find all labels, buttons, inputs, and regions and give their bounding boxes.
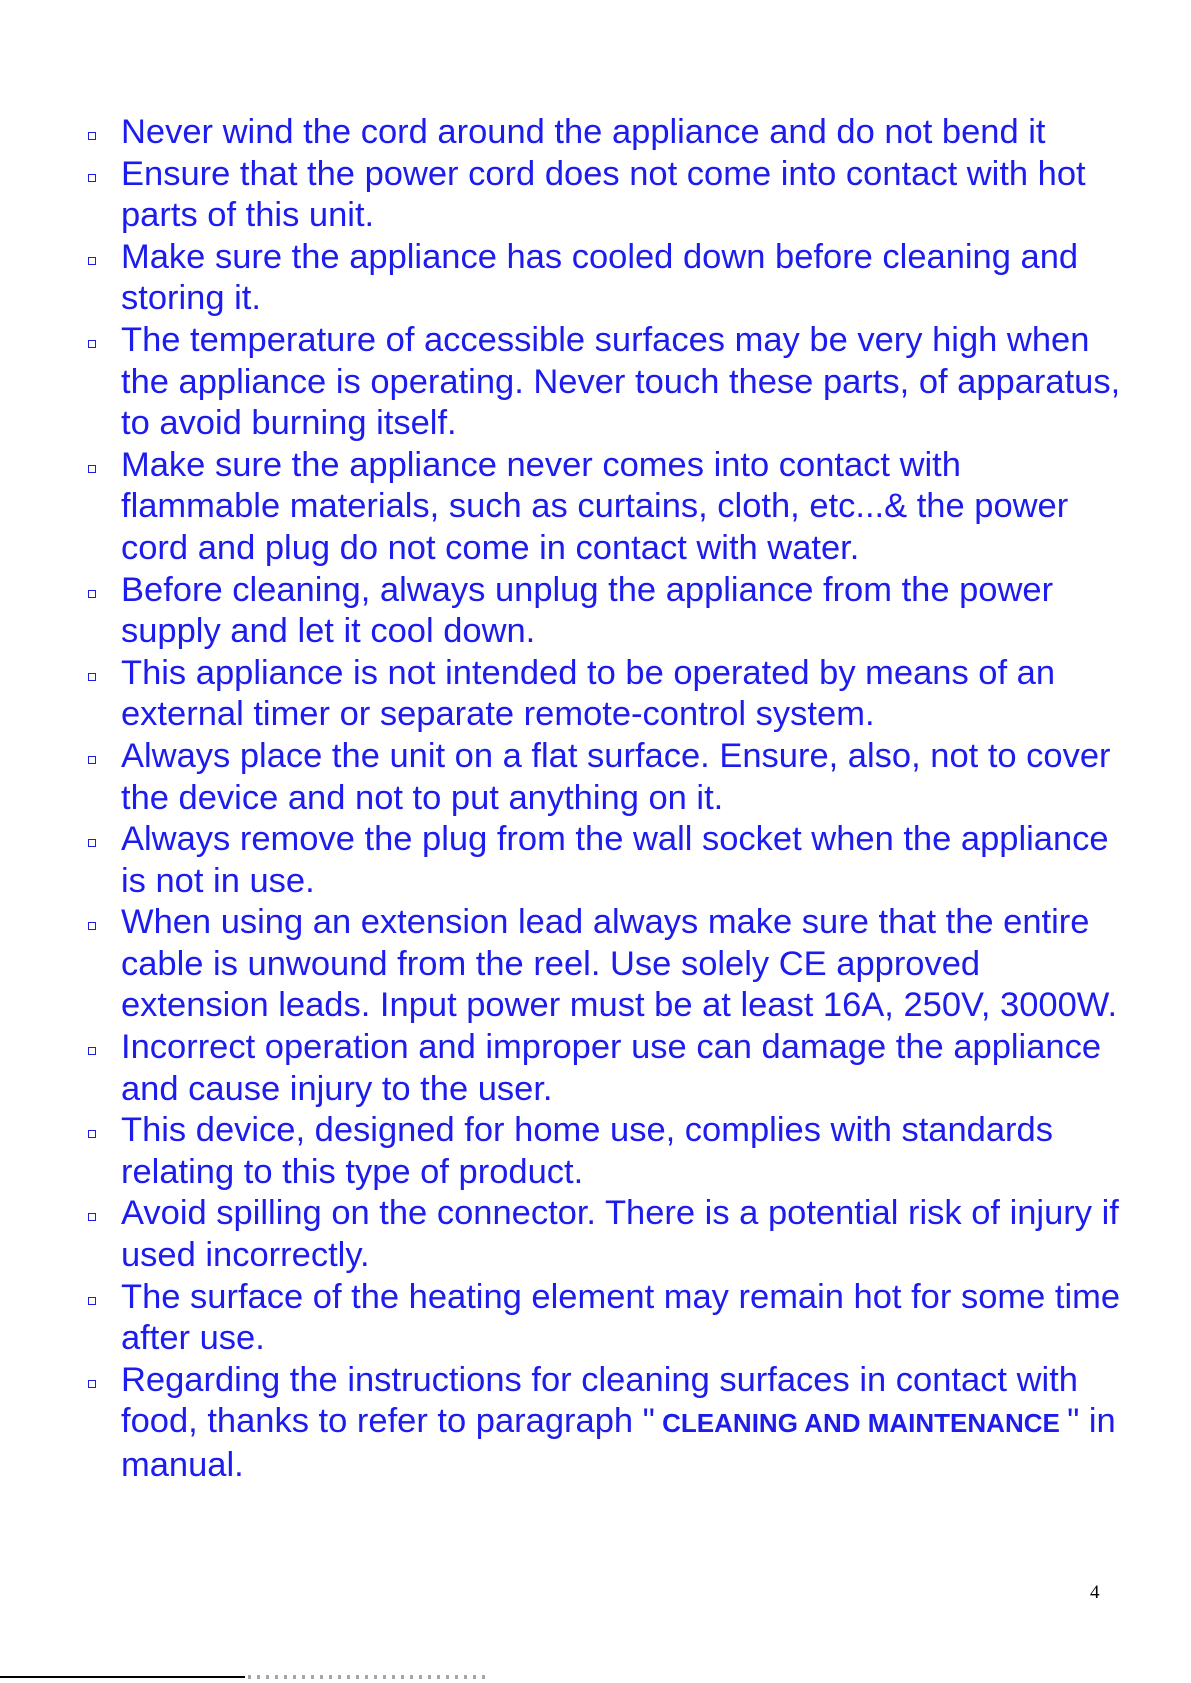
square-bullet-icon (88, 340, 96, 348)
list-item (86, 1027, 1126, 1110)
square-bullet-icon (88, 673, 96, 681)
list-item-cleaning-reference (86, 1360, 1126, 1487)
list-item (86, 653, 1126, 736)
list-item (86, 320, 1126, 445)
list-item-text: Ensure that the power cord does not come into contact with hot parts of this unit. (121, 154, 1086, 235)
list-item (86, 902, 1126, 1027)
list-item (86, 570, 1126, 653)
list-item-text: The temperature of accessible surfaces may be very high when the appliance is operating. Never touch these parts, of apparatus, to avoid burning itself. (121, 320, 1121, 443)
list-item (86, 112, 1126, 154)
square-bullet-icon (88, 839, 96, 847)
list-item-text: Make sure the appliance never comes into contact with flammable materials, such as curtains, cloth, etc...& the power cord and plug do not come in contact with water. (121, 445, 1069, 567)
square-bullet-icon (88, 1130, 96, 1138)
reference-text-after: " in manual. (121, 1402, 1116, 1484)
reference-text-before: Regarding the instructions for cleaning surfaces in contact with food, thanks to refer to paragraph " (121, 1360, 1078, 1441)
bottom-scan-marks (248, 1675, 488, 1679)
list-item (86, 154, 1126, 237)
list-item-text: This appliance is not intended to be operated by means of an external timer or separate remote-control system. (121, 653, 1056, 734)
list-item-text: Incorrect operation and improper use can damage the appliance and cause injury to the user. (121, 1028, 1102, 1108)
list-item (86, 1110, 1126, 1193)
square-bullet-icon (88, 465, 96, 473)
list-item (86, 819, 1126, 902)
bottom-divider (0, 1676, 245, 1678)
square-bullet-icon (88, 1380, 96, 1388)
list-item-text: Always place the unit on a flat surface. Ensure, also, not to cover the device and not to put anything on it. (121, 736, 1111, 817)
square-bullet-icon (88, 1047, 96, 1055)
list-item-text: This device, designed for home use, complies with standards relating to this type of product. (121, 1111, 1053, 1191)
list-item-text: Always remove the plug from the wall socket when the appliance is not in use. (121, 820, 1109, 900)
square-bullet-icon (88, 922, 96, 930)
list-item (86, 736, 1126, 819)
safety-instructions-list (86, 112, 1126, 1487)
square-bullet-icon (88, 1213, 96, 1221)
square-bullet-icon (88, 1297, 96, 1305)
page-number: 4 (1090, 1582, 1100, 1603)
list-item-text: Avoid spilling on the connector. There is a potential risk of injury if used incorrectly. (121, 1194, 1119, 1275)
list-item (86, 1193, 1126, 1276)
list-item (86, 1277, 1126, 1360)
square-bullet-icon (88, 174, 96, 182)
square-bullet-icon (88, 257, 96, 265)
square-bullet-icon (88, 132, 96, 140)
list-item-text: The surface of the heating element may remain hot for some time after use. (121, 1277, 1121, 1358)
list-item (86, 237, 1126, 320)
list-item-text: Before cleaning, always unplug the appliance from the power supply and let it cool down. (121, 570, 1054, 651)
square-bullet-icon (88, 756, 96, 764)
list-item-text: Never wind the cord around the appliance and do not bend it (121, 113, 1046, 151)
list-item-text: Make sure the appliance has cooled down before cleaning and storing it. (121, 237, 1079, 318)
square-bullet-icon (88, 590, 96, 598)
cleaning-maintenance-reference: CLEANING AND MAINTENANCE (654, 1408, 1068, 1439)
list-item (86, 445, 1126, 570)
list-item-text: When using an extension lead always make sure that the entire cable is unwound from the reel. Use solely CE approved extension leads. Input power must be at least 16A, 250V, 3000W. (121, 903, 1118, 1025)
